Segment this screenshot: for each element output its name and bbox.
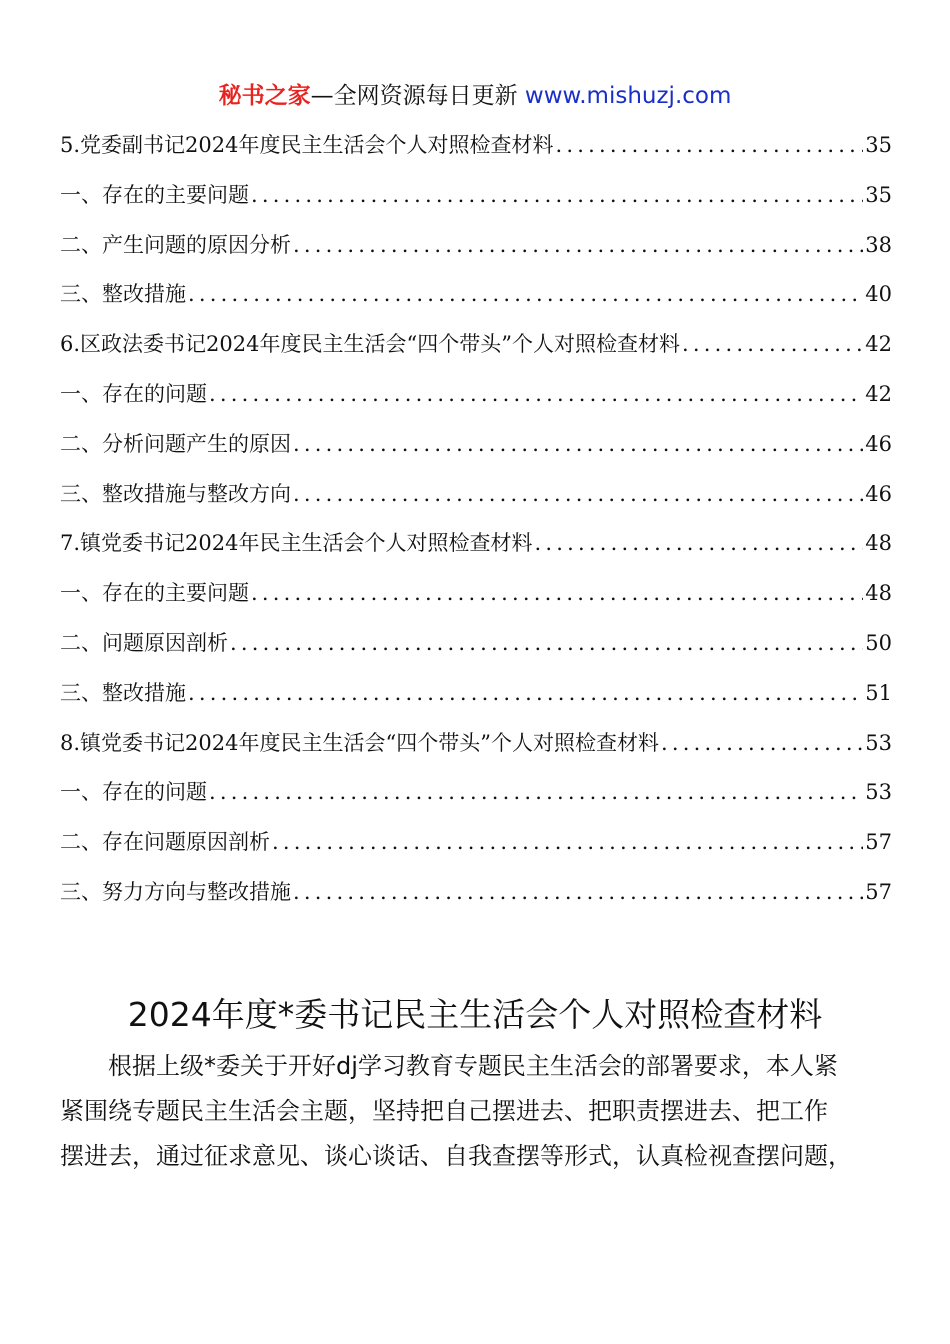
body-line: 紧围绕专题民主生活会主题，坚持把自己摆进去、把职责摆进去、把工作 xyxy=(60,1097,828,1125)
table-of-contents xyxy=(60,121,892,918)
toc-entry[interactable] xyxy=(60,320,892,370)
toc-entry[interactable] xyxy=(60,868,892,918)
toc-entry-page: 38 xyxy=(865,232,892,257)
toc-entry[interactable] xyxy=(60,669,892,719)
toc-dot-leader xyxy=(293,470,863,520)
toc-entry[interactable] xyxy=(60,818,892,868)
toc-entry-title: 5.党委副书记2024年度民主生活会个人对照检查材料 xyxy=(60,133,554,157)
toc-entry[interactable] xyxy=(60,519,892,569)
toc-dot-leader xyxy=(251,569,863,619)
toc-entry-title: 三、整改措施 xyxy=(60,282,186,307)
document-title: 2024年度*委书记民主生活会个人对照检查材料 xyxy=(127,995,823,1034)
toc-entry[interactable] xyxy=(60,768,892,818)
toc-entry-title: 三、努力方向与整改措施 xyxy=(60,879,291,904)
site-header xyxy=(0,80,950,112)
toc-entry[interactable] xyxy=(60,121,892,171)
toc-entry-page: 48 xyxy=(865,531,892,556)
toc-entry-title: 二、产生问题的原因分析 xyxy=(60,232,291,257)
toc-entry-page: 42 xyxy=(865,381,892,406)
toc-entry-title: 8.镇党委书记2024年度民主生活会“四个带头”个人对照检查材料 xyxy=(60,730,659,755)
toc-entry-title: 一、存在的问题 xyxy=(60,381,207,406)
toc-dot-leader xyxy=(293,868,863,918)
body-line: 摆进去，通过征求意见、谈心谈话、自我查摆等形式，认真检视查摆问题， xyxy=(60,1142,852,1170)
toc-entry-page: 57 xyxy=(865,830,892,855)
toc-dot-leader xyxy=(188,270,863,320)
toc-entry-page: 46 xyxy=(865,481,892,506)
toc-dot-leader xyxy=(188,669,863,719)
toc-entry-title: 三、整改措施 xyxy=(60,680,186,705)
brand-name: 秘书之家 xyxy=(218,83,311,109)
toc-entry-page: 42 xyxy=(865,332,892,357)
toc-entry-title: 二、存在问题原因剖析 xyxy=(60,830,270,855)
toc-dot-leader xyxy=(293,221,863,271)
toc-entry-page: 57 xyxy=(865,879,892,904)
toc-dot-leader xyxy=(534,519,863,569)
toc-entry[interactable] xyxy=(60,420,892,470)
toc-entry-page: 53 xyxy=(865,780,892,805)
toc-entry-page: 40 xyxy=(865,282,892,307)
toc-entry-title: 7.镇党委书记2024年民主生活会个人对照检查材料 xyxy=(60,531,533,556)
body-line: 根据上级*委关于开好dj学习教育专题民主生活会的部署要求，本人紧 xyxy=(108,1052,838,1080)
toc-entry-page: 48 xyxy=(865,581,892,606)
toc-entry-title: 6.区政法委书记2024年度民主生活会“四个带头”个人对照检查材料 xyxy=(60,332,680,357)
toc-entry[interactable] xyxy=(60,370,892,420)
toc-dot-leader xyxy=(682,320,863,370)
site-url-link[interactable]: www.mishuzj.com xyxy=(524,83,732,109)
toc-entry[interactable] xyxy=(60,270,892,320)
toc-entry-title: 一、存在的问题 xyxy=(60,780,207,805)
toc-entry-title: 二、分析问题产生的原因 xyxy=(60,431,291,456)
toc-entry-title: 一、存在的主要问题 xyxy=(60,182,249,207)
toc-dot-leader xyxy=(293,420,863,470)
toc-entry[interactable] xyxy=(60,569,892,619)
toc-entry[interactable] xyxy=(60,470,892,520)
toc-dot-leader xyxy=(209,370,863,420)
toc-entry[interactable] xyxy=(60,619,892,669)
toc-entry-title: 二、问题原因剖析 xyxy=(60,630,228,655)
toc-dot-leader xyxy=(251,171,863,221)
header-tagline: —全网资源每日更新 xyxy=(310,83,525,109)
toc-dot-leader xyxy=(661,719,863,769)
toc-entry-page: 46 xyxy=(865,431,892,456)
toc-entry-page: 35 xyxy=(865,182,892,207)
document-body xyxy=(60,1044,892,1179)
toc-entry-page: 50 xyxy=(865,630,892,655)
toc-entry[interactable] xyxy=(60,719,892,769)
toc-entry-page: 35 xyxy=(865,133,892,157)
toc-entry-page: 51 xyxy=(865,680,892,705)
toc-dot-leader xyxy=(272,818,863,868)
toc-entry-title: 一、存在的主要问题 xyxy=(60,581,249,606)
toc-entry[interactable] xyxy=(60,171,892,221)
toc-dot-leader xyxy=(555,121,863,171)
toc-dot-leader xyxy=(230,619,863,669)
toc-entry-page: 53 xyxy=(865,730,892,755)
toc-entry-title: 三、整改措施与整改方向 xyxy=(60,481,291,506)
toc-entry[interactable] xyxy=(60,221,892,271)
toc-dot-leader xyxy=(209,768,863,818)
